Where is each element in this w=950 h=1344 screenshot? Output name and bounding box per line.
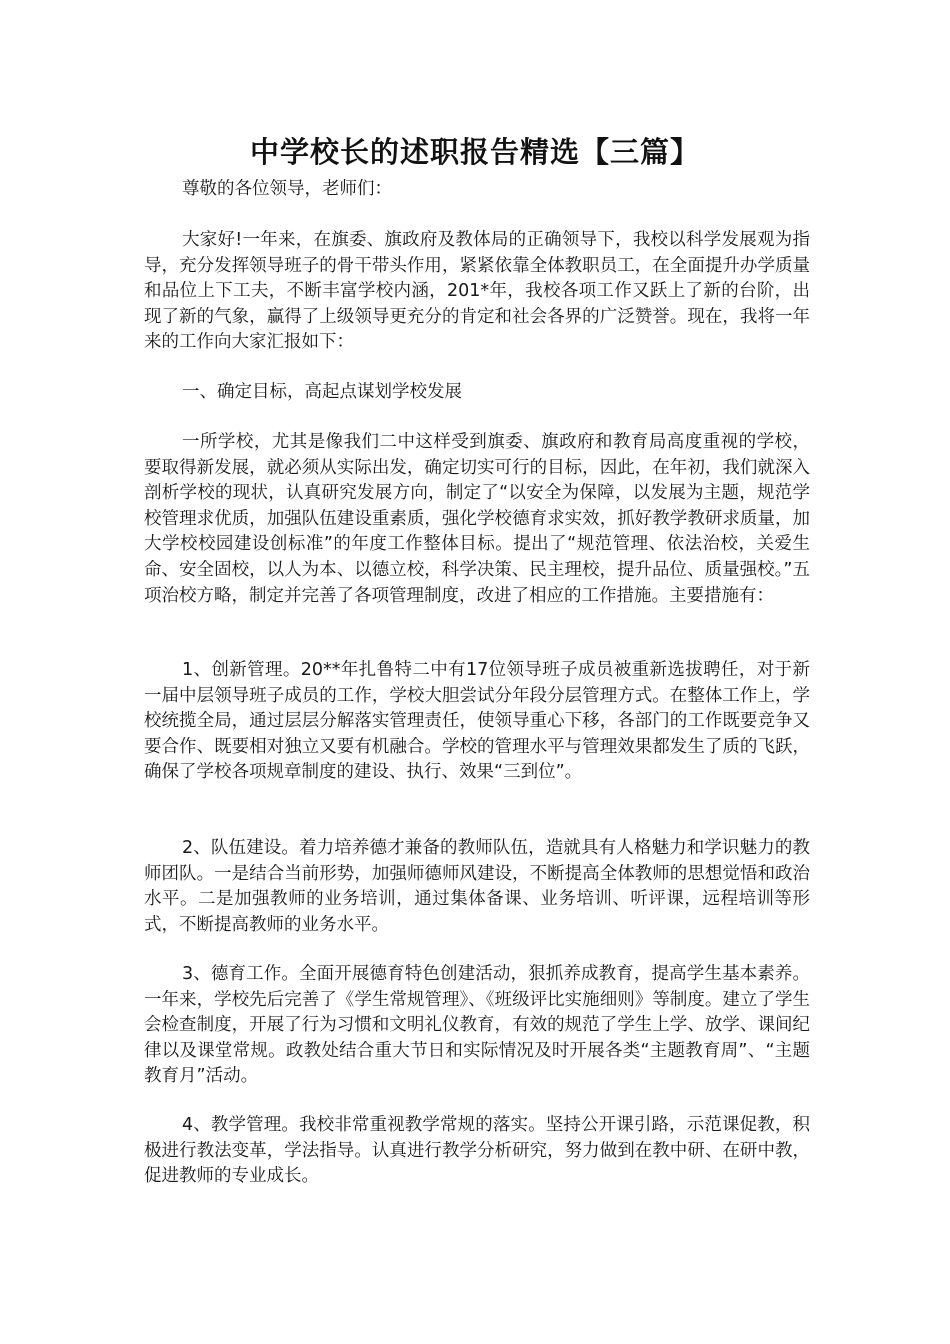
intro-paragraph: 大家好!一年来，在旗委、旗政府及教体局的正确领导下，我校以科学发展观为指导，充分发挥领导班子的骨干带头作用，紧紧依靠全体教职员工，在全面提升办学质量和品位上下工夫，不断丰富学校内涵，201*年，我校各项工作又跃上了新的台阶，出现了新的气象，赢得了上级领导更充分的肯定和社会各界的广泛赞誉。现在，我将一年来的工作向大家汇报如下： — [144, 230, 810, 353]
measure-paragraph-4: 4、教学管理。我校非常重视教学常规的落实。坚持公开课引路，示范课促教，积极进行教法变革，学法指导。认真进行教学分析研究，努力做到在教中研、在研中教，促进教师的专业成长。 — [144, 1115, 810, 1187]
measure-paragraph-1: 1、创新管理。20**年扎鲁特二中有17位领导班子成员被重新选拔聘任，对于新一届中层领导班子成员的工作，学校大胆尝试分年段分层管理方式。在整体工作上，学校统揽全局，通过层层分解落实管理责任，使领导重心下移，各部门的工作既要竞争又要合作、既要相对独立又要有机融合。学校的管理水平与管理效果都发生了质的飞跃，确保了学校各项规章制度的建设、执行、效果“三到位”。 — [144, 660, 810, 783]
measure-paragraph-3: 3、德育工作。全面开展德育特色创建活动，狠抓养成教育，提高学生基本素养。一年来，学校先后完善了《学生常规管理》、《班级评比实施细则》等制度。建立了学生会检查制度，开展了行为习惯和文明礼仪教育，有效的规范了学生上学、放学、课间纪律以及课堂常规。政教处结合重大节日和实际情况及时开展各类“主题教育周”、“主题教育月”活动。 — [144, 964, 810, 1087]
document-title: 中学校长的述职报告精选【三篇】 — [249, 135, 700, 169]
section-paragraph: 一所学校，尤其是像我们二中这样受到旗委、旗政府和教育局高度重视的学校，要取得新发展，就必须从实际出发，确定切实可行的目标，因此，在年初，我们就深入剖析学校的现状，认真研究发展方向，制定了“以安全为保障，以发展为主题，规范学校管理求优质，加强队伍建设重素质，强化学校德育求实效，抓好教学教研求质量，加大学校校园建设创标准”的年度工作整体目标。提出了“规范管理、依法治校，关爱生命、安全固校，以人为本、以德立校，科学决策、民主理校，提升品位、质量强校。”五项治校方略，制定并完善了各项管理制度，改进了相应的工作措施。主要措施有： — [144, 432, 810, 606]
greeting-line: 尊敬的各位领导，老师们： — [182, 179, 392, 199]
section-heading: 一、确定目标，高起点谋划学校发展 — [182, 382, 462, 402]
measure-paragraph-2: 2、队伍建设。着力培养德才兼备的教师队伍，造就具有人格魅力和学识魅力的教师团队。一是结合当前形势，加强师德师风建设，不断提高全体教师的思想觉悟和政治水平。二是加强教师的业务培训，通过集体备课、业务培训、听评课，远程培训等形式，不断提高教师的业务水平。 — [144, 838, 810, 935]
